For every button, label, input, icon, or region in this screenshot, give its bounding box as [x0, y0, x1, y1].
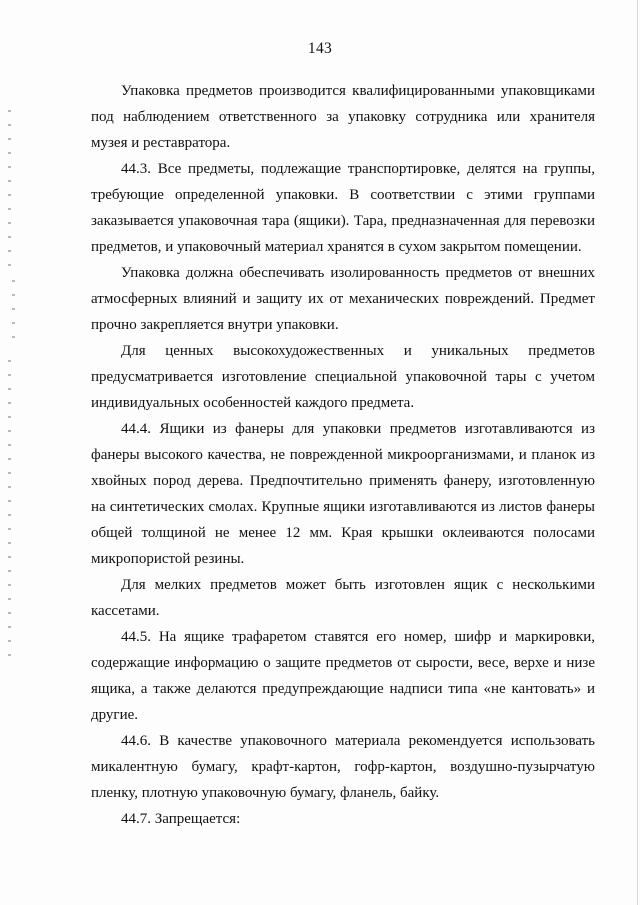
page-number: 143 [307, 40, 333, 57]
paragraph: 44.4. Ящики из фанеры для упаковки предметов изготавливаются из фанеры высокого качества, не поврежденной микроорганизмами, и планок из хвойных пород дерева. Предпочтительно применять фанеру, изготовленную на синтетических смолах. Крупные ящики изготавливаются из листов фанеры общей толщиной не менее 12 мм. Края крышки оклеиваются полосами микропористой резины. [91, 421, 595, 567]
paragraph: 44.5. На ящике трафаретом ставятся его номер, шифр и маркировки, содержащие информацию о защите предметов от сырости, весе, верхе и низе ящика, а также делаются предупреждающие надписи типа «не кантовать» и другие. [91, 629, 595, 723]
paragraph: Для ценных высокохудожественных и уникальных предметов предусматривается изготовление специальной упаковочной тары с учетом индивидуальных особенностей каждого предмета. [91, 343, 595, 411]
paragraph: 44.6. В качестве упаковочного материала рекомендуется использовать микалентную бумагу, крафт-картон, гофр-картон, воздушно-пузырчатую пленку, плотную упаковочную бумагу, фланель, байку. [91, 733, 595, 801]
scan-edge-line [637, 0, 638, 905]
document-body [91, 78, 595, 832]
paragraph: Упаковка предметов производится квалифицированными упаковщиками под наблюдением ответственного за упаковку сотрудника или хранителя музея и реставратора. [91, 83, 595, 151]
paragraph: Упаковка должна обеспечивать изолированность предметов от внешних атмосферных влияний и защиту их от механических повреждений. Предмет прочно закрепляется внутри упаковки. [91, 265, 595, 333]
scan-artifact-dots [8, 110, 11, 270]
scan-artifact-dots [8, 360, 11, 660]
scan-artifact-dots [12, 280, 15, 340]
paragraph: 44.7. Запрещается: [121, 811, 241, 827]
paragraph: Для мелких предметов может быть изготовлен ящик с несколькими кассетами. [91, 577, 595, 619]
paragraph: 44.3. Все предметы, подлежащие транспортировке, делятся на группы, требующие определенной упаковки. В соответствии с этими группами заказывается упаковочная тара (ящики). Тара, предназначенная для перевозки предметов, и упаковочный материал хранятся в сухом закрытом помещении. [91, 161, 595, 255]
